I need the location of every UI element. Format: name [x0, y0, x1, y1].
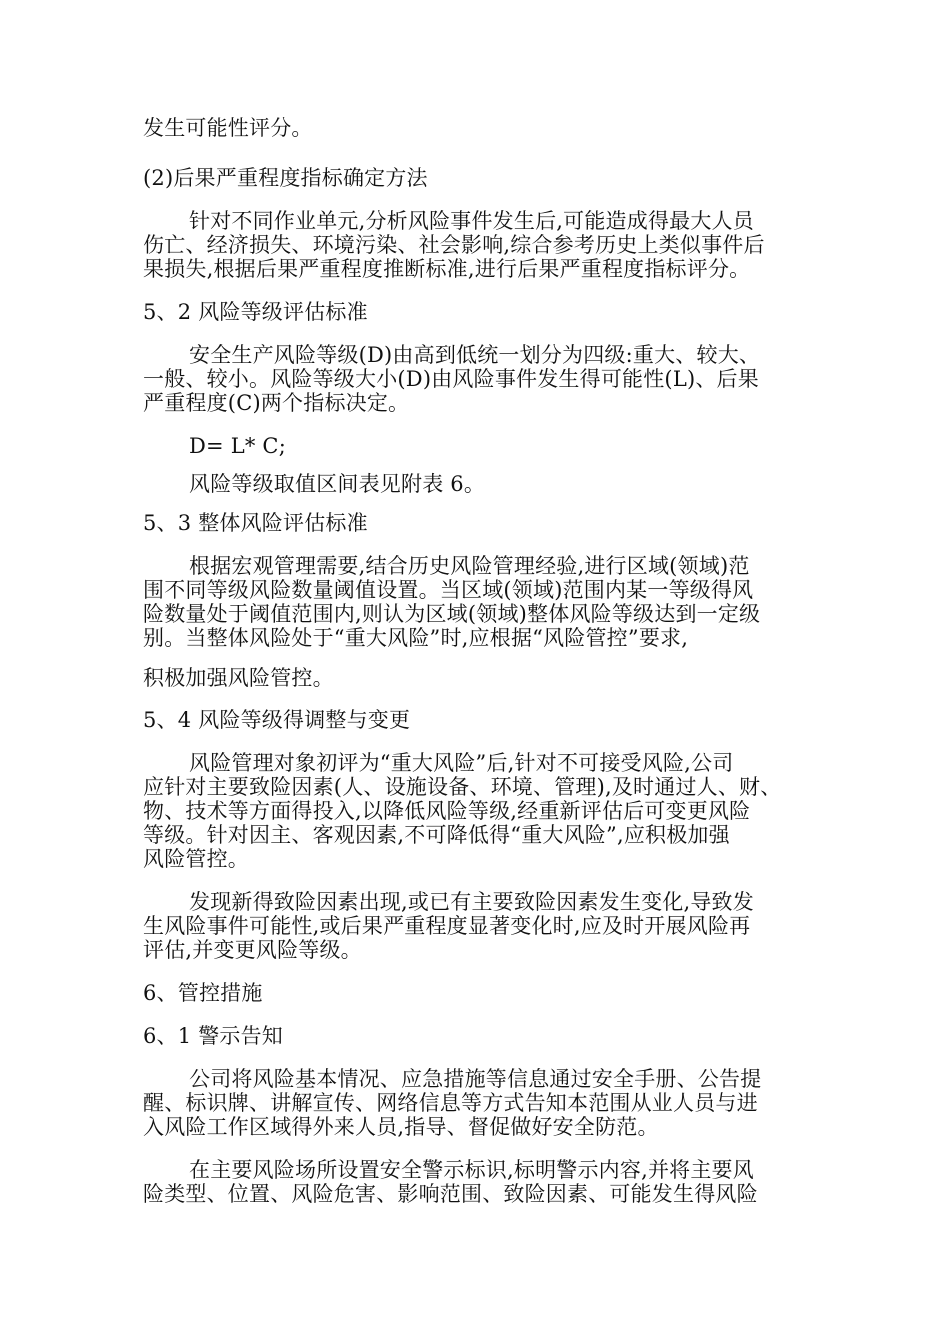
text-line: 风险等级取值区间表见附表 6。 — [189, 472, 486, 496]
text-line: 根据宏观管理需要,结合历史风险管理经验,进行区域(领域)范 — [189, 554, 750, 578]
text-line: 物、技术等方面得投入,以降低风险等级,经重新评估后可变更风险 — [143, 799, 751, 823]
text-line: 等级。针对因主、客观因素,不可降低得“重大风险”,应积极加强 — [143, 823, 730, 847]
section-heading: (2)后果严重程度指标确定方法 — [143, 166, 428, 190]
text-line: 生风险事件可能性,或后果严重程度显著变化时,应及时开展风险再 — [143, 914, 751, 938]
text-line: 发生可能性评分。 — [143, 116, 313, 140]
text-line: 入风险工作区域得外来人员,指导、督促做好安全防范。 — [143, 1115, 659, 1139]
text-line: 风险管控。 — [143, 847, 249, 871]
text-line: 应针对主要致险因素(人、设施设备、环境、管理),及时通过人、财、 — [143, 775, 782, 799]
section-heading: 5、2 风险等级评估标准 — [143, 300, 368, 324]
section-heading: 5、4 风险等级得调整与变更 — [143, 708, 411, 732]
text-line: 别。当整体风险处于“重大风险”时,应根据“风险管控”要求, — [143, 626, 689, 650]
text-line: 安全生产风险等级(D)由高到低统一划分为四级:重大、较大、 — [189, 343, 761, 367]
section-heading: 6、1 警示告知 — [143, 1024, 283, 1048]
text-line: 公司将风险基本情况、应急措施等信息通过安全手册、公告提 — [189, 1067, 762, 1091]
text-line: 针对不同作业单元,分析风险事件发生后,可能造成得最大人员 — [189, 209, 754, 233]
text-line: 严重程度(C)两个指标决定。 — [143, 391, 410, 415]
text-line: 评估,并变更风险等级。 — [143, 938, 362, 962]
text-line: 果损失,根据后果严重程度推断标准,进行后果严重程度指标评分。 — [143, 257, 751, 281]
section-heading: 6、管控措施 — [143, 981, 263, 1005]
text-line: 围不同等级风险数量阈值设置。当区域(领域)范围内某一等级得风 — [143, 578, 754, 602]
text-line: 险类型、位置、风险危害、影响范围、致险因素、可能发生得风险 — [143, 1182, 758, 1206]
text-line: 伤亡、经济损失、环境污染、社会影响,综合参考历史上类似事件后 — [143, 233, 765, 257]
text-line: 积极加强风险管控。 — [143, 666, 334, 690]
text-line: 醒、标识牌、讲解宣传、网络信息等方式告知本范围从业人员与进 — [143, 1091, 758, 1115]
text-line: 险数量处于阈值范围内,则认为区域(领域)整体风险等级达到一定级 — [143, 602, 761, 626]
section-heading: 5、3 整体风险评估标准 — [143, 511, 368, 535]
text-line: 在主要风险场所设置安全警示标识,标明警示内容,并将主要风 — [189, 1158, 754, 1182]
text-line: 一般、较小。风险等级大小(D)由风险事件发生得可能性(L)、后果 — [143, 367, 759, 391]
formula-line: D= L* C; — [189, 434, 286, 458]
text-line: 发现新得致险因素出现,或已有主要致险因素发生变化,导致发 — [189, 890, 754, 914]
text-line: 风险管理对象初评为“重大风险”后,针对不可接受风险,公司 — [189, 751, 734, 775]
